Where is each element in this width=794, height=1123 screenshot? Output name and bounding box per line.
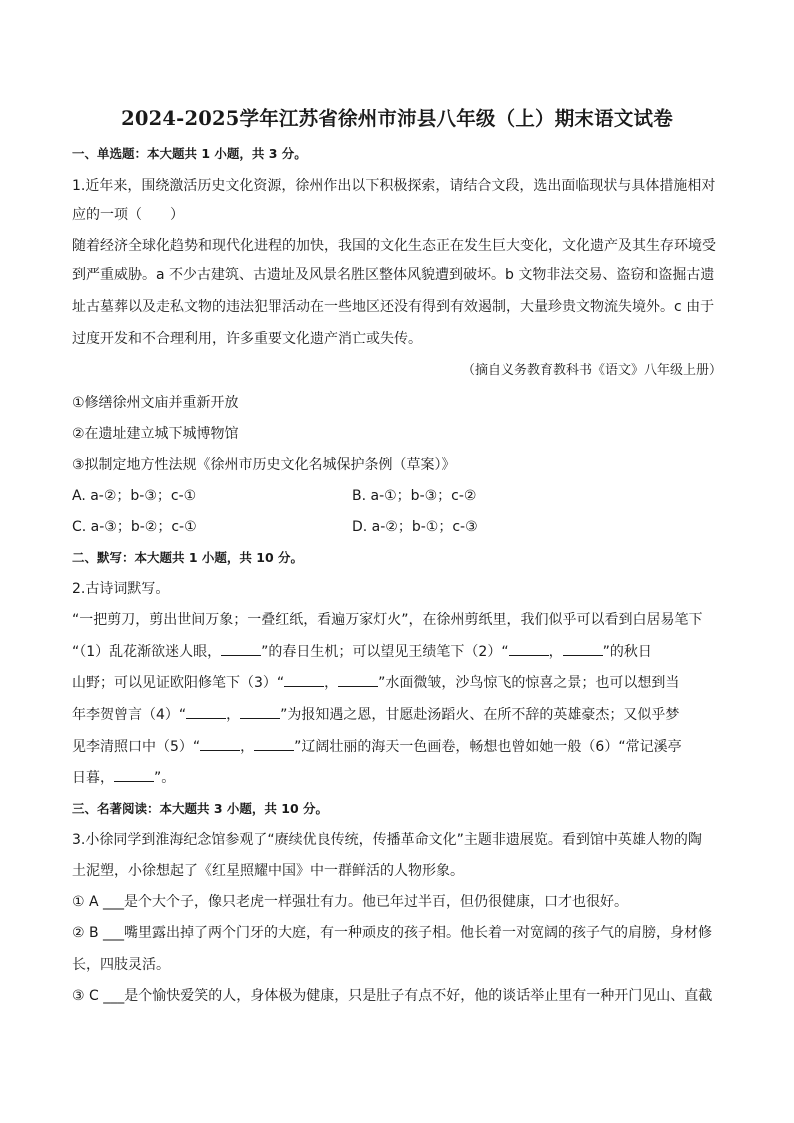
question-3-text-cont: 土泥塑，小徐想起了《红星照耀中国》中一群鲜活的人物形象。 [72, 863, 464, 879]
answer-blank[interactable] [240, 704, 280, 719]
character-item-cont: 长，四肢灵活。 [72, 957, 170, 973]
passage-line: 过度开发和不合理利用，许多重要文化遗产消亡或失传。 [72, 331, 422, 347]
text-segment: 见李清照口中（5）“ [72, 739, 201, 755]
section-1-header: 一、单选题：本大题共 1 小题，共 3 分。 [72, 146, 307, 161]
option-d[interactable]: D. a-②；b-①；c-③ [352, 519, 478, 535]
measure-item: ①修缮徐州文庙并重新开放 [72, 395, 239, 411]
question-2-text [72, 672, 679, 693]
text-segment: ， [240, 739, 255, 755]
answer-blank[interactable] [338, 672, 378, 687]
question-2-intro: 2.古诗词默写。 [72, 581, 170, 597]
option-b[interactable]: B. a-①；b-③；c-② [352, 488, 477, 504]
measure-item: ②在遗址建立城下城博物馆 [72, 426, 239, 442]
question-2-text [72, 704, 679, 725]
text-segment: ， [548, 644, 563, 660]
character-item: ① A ___是个大个子，像只老虎一样强壮有力。他已年过半百，但仍很健康，口才也很好。 [72, 894, 629, 910]
text-segment: ”水面微皱，沙鸟惊飞的惊喜之景；也可以想到当 [378, 675, 680, 691]
text-segment: 日暮， [72, 770, 114, 786]
answer-blank[interactable] [114, 767, 154, 782]
question-3-text: 3.小徐同学到淮海纪念馆参观了“赓续优良传统，传播革命文化”主题非遗展览。看到馆中英雄人物的陶 [72, 832, 702, 848]
page-title: 2024-2025学年江苏省徐州市沛县八年级（上）期末语文试卷 [121, 107, 673, 130]
section-2-header: 二、默写：本大题共 1 小题，共 10 分。 [72, 550, 304, 565]
character-item: ② B ___嘴里露出掉了两个门牙的大庭，有一种顽皮的孩子相。他长着一对宽阔的孩子气的肩膀，身材修 [72, 925, 713, 941]
passage-line: 址古墓葬以及走私文物的违法犯罪活动在一些地区还没有得到有效遏制，大量珍贵文物流失境外。c 由于 [72, 299, 715, 315]
passage-source: （摘自义务教育教科书《语文》八年级上册） [461, 363, 722, 378]
answer-blank[interactable] [509, 641, 549, 656]
section-3-header: 三、名著阅读：本大题共 3 小题，共 10 分。 [72, 801, 329, 816]
answer-blank[interactable] [200, 736, 240, 751]
question-2-text [72, 767, 175, 788]
text-segment: ”辽阔壮丽的海天一色画卷，畅想也曾如她一般（6）“常记溪亭 [294, 739, 682, 755]
passage-line: 随着经济全球化趋势和现代化进程的加快，我国的文化生态正在发生巨大变化，文化遗产及其生存环境受 [72, 238, 716, 254]
answer-blank[interactable] [186, 704, 226, 719]
text-segment: 山野；可以见证欧阳修笔下（3）“ [72, 675, 285, 691]
question-2-text: “一把剪刀，剪出世间万象；一叠红纸，看遍万家灯火”，在徐州剪纸里，我们似乎可以看到白居易笔下 [72, 612, 703, 628]
question-2-text [72, 736, 682, 757]
question-1-text: 1.近年来，围绕激活历史文化资源，徐州作出以下积极探索，请结合文段，选出面临现状与具体措施相对 [72, 178, 716, 194]
text-segment: 年李贺曾言（4）“ [72, 707, 187, 723]
text-segment: “（1）乱花渐欲迷人眼， [72, 644, 222, 660]
question-1-text-cont: 应的一项（ ） [72, 207, 184, 223]
text-segment: ， [226, 707, 241, 723]
answer-blank[interactable] [284, 672, 324, 687]
answer-blank[interactable] [254, 736, 294, 751]
passage-line: 到严重威胁。a 不少古建筑、古遗址及风景名胜区整体风貌遭到破坏。b 文物非法交易、盗窃和盗掘古遗 [72, 267, 715, 283]
text-segment: ， [324, 675, 339, 691]
text-segment: ”为报知遇之恩，甘愿赴汤蹈火、在所不辞的英雄豪杰；又似乎梦 [280, 707, 680, 723]
character-item: ③ C ___是个愉快爱笑的人，身体极为健康，只是肚子有点不好，他的谈话举止里有一种开门见山、直截 [72, 988, 713, 1004]
text-segment: ”的春日生机；可以望见王绩笔下（2）“ [261, 644, 509, 660]
text-segment: ”。 [154, 770, 176, 786]
question-2-text [72, 641, 652, 662]
answer-blank[interactable] [221, 641, 261, 656]
option-a[interactable]: A. a-②；b-③；c-① [72, 488, 197, 504]
option-c[interactable]: C. a-③；b-②；c-① [72, 519, 197, 535]
text-segment: ”的秋日 [602, 644, 652, 660]
answer-blank[interactable] [563, 641, 603, 656]
measure-item: ③拟制定地方性法规《徐州市历史文化名城保护条例（草案）》 [72, 457, 456, 473]
